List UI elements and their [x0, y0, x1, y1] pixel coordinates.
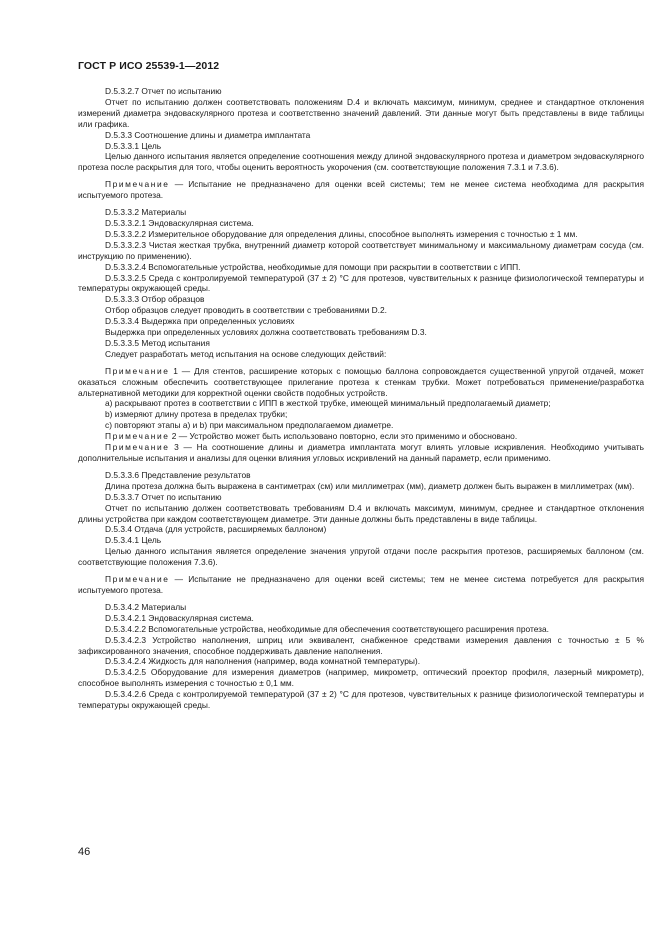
paragraph-text: Длина протеза должна быть выражена в сантиметрах (см) или миллиметрах (мм), диаметр должен быть выражен в миллиметрах (мм). [105, 480, 635, 491]
paragraph-text: D.5.3.3.7 Отчет по испытанию [105, 491, 222, 502]
paragraph [78, 273, 644, 295]
paragraph [78, 262, 644, 273]
paragraph-text: — Испытание не предназначено для оценки всей системы; тем не менее система необходима для раскрытия испытуемого протеза. [78, 179, 644, 201]
paragraph [78, 667, 644, 689]
paragraph-text: D.5.3.3.6 Представление результатов [105, 469, 251, 480]
paragraph-text: Целью данного испытания является определение соотношения между длиной эндоваскулярного протеза и диаметром эндоваскулярного протеза после раскрытия для того, чтобы оценить вероятность укорочения (см. соответствующие положения 7.3.1 и 7.3.6). [78, 151, 644, 173]
note-paragraph [78, 574, 644, 596]
note-label: Примечание [105, 365, 170, 376]
paragraph [78, 97, 644, 130]
paragraph-text: D.5.3.4.2 Материалы [105, 601, 187, 612]
paragraph [78, 602, 644, 613]
paragraph-text: 3 — На соотношение длины и диаметра имплантата могут влиять угловые искривления. Необходимо учитывать дополнительные испытания и анализы для оценки влияния угловых искривлений на данный параметр, если применимо. [78, 442, 644, 463]
paragraph [78, 613, 644, 624]
paragraph-text: a) раскрывают протез в соответствии с ИПП в жесткой трубке, имеющей минимальный предполагаемый диаметр; [105, 398, 551, 409]
paragraph [78, 207, 644, 218]
note-paragraph [78, 179, 644, 201]
paragraph-text: D.5.3.3.2.1 Эндоваскулярная система. [105, 217, 254, 228]
paragraph-text: 1 — Для стентов, расширение которых с помощью баллона сопровождается существенной упругой отдачей, может оказаться сложным обеспечить соответствующее прилегание протеза к стенкам трубки. Может потребоваться применение/разработка альтернативной методики для корректной оценки свойств подобных устройств. [78, 365, 644, 398]
paragraph [78, 305, 644, 316]
paragraph-text: D.5.3.3.5 Метод испытания [105, 337, 210, 348]
document-body [78, 86, 644, 711]
paragraph [78, 294, 644, 305]
paragraph-text: b) измеряют длину протеза в пределах трубки; [105, 409, 288, 420]
paragraph-text: D.5.3.4.1 Цель [105, 535, 162, 546]
paragraph-text: D.5.3.3.2.2 Измерительное оборудование для определения длины, способное выполнять измерения с точностью ± 1 мм. [105, 228, 578, 239]
paragraph-text: D.5.3.4.2.1 Эндоваскулярная система. [105, 612, 254, 623]
paragraph-text: D.5.3.3.2.3 Чистая жесткая трубка, внутренний диаметр которой соответствует минимальному и максимальному диаметрам сосуда (см. инструкцию по применению). [78, 239, 644, 261]
paragraph [78, 240, 644, 262]
paragraph [78, 130, 644, 141]
paragraph [78, 524, 644, 535]
paragraph [78, 635, 644, 657]
note-label: Примечание [105, 574, 170, 585]
paragraph-text: D.5.3.3.2 Материалы [105, 207, 187, 218]
paragraph-text: D.5.3.2.7 Отчет по испытанию [105, 86, 222, 96]
paragraph [78, 503, 644, 525]
paragraph [78, 409, 644, 420]
paragraph-text: c) повторяют этапы a) и b) при максимальном предполагаемом диаметре. [105, 420, 394, 431]
paragraph-text: D.5.3.4.2.6 Среда с контролируемой температурой (37 ± 2) °С для протезов, чувствительных к разнице физиологической температуры и температуры окружающей среды. [78, 689, 644, 711]
paragraph-text: 2 — Устройство может быть использовано повторно, если это применимо и обосновано. [169, 431, 518, 442]
page-number: 46 [78, 846, 91, 858]
paragraph [78, 420, 644, 431]
paragraph-text: Выдержка при определенных условиях должна соответствовать требованиям D.3. [105, 327, 427, 338]
paragraph-text: D.5.3.3.2.4 Вспомогательные устройства, необходимые для помощи при раскрытии в соответствии с ИПП. [105, 261, 521, 272]
paragraph [78, 535, 644, 546]
paragraph-text: Отбор образцов следует проводить в соответствии с требованиями D.2. [105, 305, 387, 316]
document-header: ГОСТ Р ИСО 25539-1—2012 [78, 60, 220, 72]
paragraph [78, 141, 644, 152]
paragraph-text: D.5.3.4.2.2 Вспомогательные устройства, необходимые для обеспечения соответствующего расширения протеза. [105, 623, 549, 634]
paragraph [78, 470, 644, 481]
paragraph [78, 546, 644, 568]
paragraph-text: Отчет по испытанию должен соответствовать положениям D.4 и включать максимум, минимум, среднее и стандартное отклонения измерений диаметра эндоваскулярного протеза и соответственно значений давлений. Эти данные могут быть представлены в виде таблицы или графика. [78, 96, 644, 129]
paragraph-text: Целью данного испытания является определение значения упругой отдачи после раскрытия протезов, расширяемых баллоном (см. соответствующие положения 7.3.6). [78, 546, 644, 568]
note-label: Примечание [105, 179, 170, 190]
paragraph [78, 86, 644, 97]
paragraph [78, 327, 644, 338]
note-label: Примечание [105, 442, 170, 453]
paragraph [78, 349, 644, 360]
paragraph-text: D.5.3.4.2.5 Оборудование для измерения диаметров (например, микрометр, оптический проектор профиля, лазерный микрометр), способное выполнять измерения с точностью ± 0,1 мм. [78, 667, 644, 689]
paragraph [78, 151, 644, 173]
paragraph [78, 481, 644, 492]
note-paragraph [78, 442, 644, 464]
paragraph-text: D.5.3.4 Отдача (для устройств, расширяемых баллоном) [105, 524, 327, 535]
paragraph [78, 689, 644, 711]
note-paragraph [78, 431, 644, 442]
note-paragraph [78, 366, 644, 399]
paragraph [78, 624, 644, 635]
paragraph-text: D.5.3.4.2.4 Жидкость для наполнения (например, вода комнатной температуры). [105, 656, 421, 667]
paragraph [78, 218, 644, 229]
paragraph [78, 492, 644, 503]
paragraph-text: D.5.3.4.2.3 Устройство наполнения, шприц или эквивалент, снабженное средствами измерения давления с точностью ± 5 % зафиксированного значения, способное поддерживать давление наполнения. [78, 634, 644, 656]
paragraph-text: D.5.3.3.2.5 Среда с контролируемой температурой (37 ± 2) °С для протезов, чувствительных к разнице физиологической температуры и температуры окружающей среды. [78, 272, 644, 294]
paragraph-text: D.5.3.3.3 Отбор образцов [105, 294, 205, 305]
paragraph [78, 316, 644, 327]
paragraph-text: D.5.3.3 Соотношение длины и диаметра имплантата [105, 129, 311, 140]
paragraph-text: — Испытание не предназначено для оценки всей системы; тем не менее система потребуется для раскрытия испытуемого протеза. [78, 574, 644, 595]
paragraph-text: D.5.3.3.4 Выдержка при определенных условиях [105, 316, 295, 327]
paragraph-text: Следует разработать метод испытания на основе следующих действий: [105, 348, 387, 359]
paragraph-text: D.5.3.3.1 Цель [105, 140, 162, 151]
paragraph-text: Отчет по испытанию должен соответствовать требованиям D.4 и включать максимум, минимум, среднее и стандартное отклонения длины устройства при каждом соответствующем диаметре. Эти данные должны быть представлены в виде таблицы. [78, 502, 644, 524]
paragraph [78, 229, 644, 240]
paragraph [78, 338, 644, 349]
note-label: Примечание [105, 431, 170, 442]
paragraph [78, 398, 644, 409]
paragraph [78, 656, 644, 667]
